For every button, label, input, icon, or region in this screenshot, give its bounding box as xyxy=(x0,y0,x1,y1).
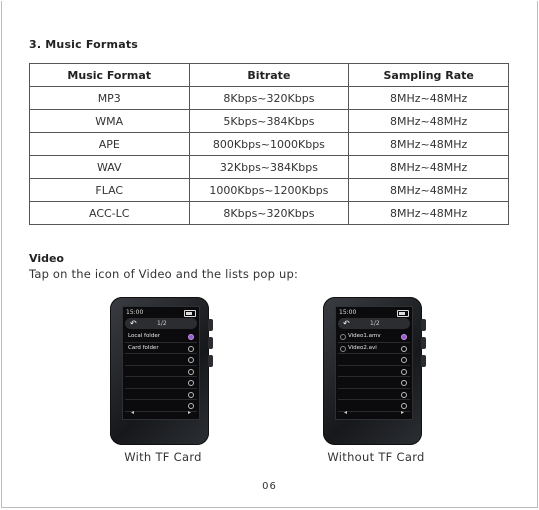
side-button xyxy=(421,337,426,349)
sampling-cell: 8MHz~48MHz xyxy=(349,156,509,179)
table-header-row xyxy=(30,64,509,87)
radio-icon xyxy=(188,369,194,375)
table-row xyxy=(30,87,509,110)
caption-with-tf-card: With TF Card xyxy=(124,450,202,464)
list-item[interactable] xyxy=(125,331,197,343)
sampling-cell: 8MHz~48MHz xyxy=(349,133,509,156)
arrow-left-icon[interactable]: ◂ xyxy=(344,409,348,416)
bitrate-cell: 8Kbps~320Kbps xyxy=(189,87,349,110)
page-indicator: 1/2 xyxy=(370,320,380,327)
arrow-right-icon[interactable]: ▸ xyxy=(400,409,404,416)
header-sampling-rate: Sampling Rate xyxy=(349,64,509,87)
side-button xyxy=(208,319,213,331)
radio-icon xyxy=(401,380,407,386)
format-cell: WMA xyxy=(30,110,190,133)
select-circle-icon[interactable] xyxy=(340,334,346,340)
device-screen xyxy=(335,306,413,420)
list-item-empty xyxy=(338,366,410,378)
list-item-empty xyxy=(338,389,410,401)
back-arrow-icon[interactable]: ↶ xyxy=(130,319,137,328)
page-indicator: 1/2 xyxy=(157,320,167,327)
nav-bar xyxy=(125,318,197,329)
video-list xyxy=(338,331,410,412)
list-item[interactable] xyxy=(338,331,410,343)
list-item-empty xyxy=(338,377,410,389)
format-cell: WAV xyxy=(30,156,190,179)
pager-arrows xyxy=(338,408,410,417)
list-item-empty xyxy=(338,354,410,366)
sampling-cell: 8MHz~48MHz xyxy=(349,179,509,202)
radio-icon[interactable] xyxy=(401,346,407,352)
select-circle-icon[interactable] xyxy=(340,346,346,352)
radio-icon xyxy=(188,380,194,386)
caption-without-tf-card: Without TF Card xyxy=(327,450,425,464)
video-description: Tap on the icon of Video and the lists pop up: xyxy=(29,267,299,281)
battery-icon xyxy=(184,310,196,317)
list-item-empty xyxy=(125,366,197,378)
list-item[interactable] xyxy=(125,343,197,355)
table-row xyxy=(30,202,509,225)
device-screen xyxy=(122,306,200,420)
music-formats-table xyxy=(29,63,509,225)
bitrate-cell: 8Kbps~320Kbps xyxy=(189,202,349,225)
radio-selected-icon[interactable] xyxy=(188,334,194,340)
battery-icon xyxy=(397,310,409,317)
format-cell: APE xyxy=(30,133,190,156)
list-item-empty xyxy=(125,389,197,401)
format-cell: FLAC xyxy=(30,179,190,202)
section-title: 3. Music Formats xyxy=(29,38,139,51)
side-button xyxy=(421,319,426,331)
sampling-cell: 8MHz~48MHz xyxy=(349,87,509,110)
table-row xyxy=(30,156,509,179)
nav-bar xyxy=(338,318,410,329)
table-row xyxy=(30,133,509,156)
sampling-cell: 8MHz~48MHz xyxy=(349,202,509,225)
list-item-label: Video2.avi xyxy=(348,344,377,351)
sampling-cell: 8MHz~48MHz xyxy=(349,110,509,133)
bitrate-cell: 1000Kbps~1200Kbps xyxy=(189,179,349,202)
side-button xyxy=(421,355,426,367)
radio-icon xyxy=(188,357,194,363)
radio-icon xyxy=(401,357,407,363)
list-item-label: Local folder xyxy=(128,333,160,339)
status-time: 15:00 xyxy=(339,309,357,316)
player-device-without-tf-card xyxy=(323,297,422,445)
radio-icon xyxy=(401,369,407,375)
header-music-format: Music Format xyxy=(30,64,190,87)
list-item[interactable] xyxy=(338,343,410,355)
list-item-label: Video1.amv xyxy=(348,333,381,339)
status-bar xyxy=(339,309,409,317)
arrow-right-icon[interactable]: ▸ xyxy=(187,409,191,416)
side-button xyxy=(208,355,213,367)
player-device-with-tf-card xyxy=(110,297,209,445)
page-number: 06 xyxy=(262,481,277,492)
folder-list xyxy=(125,331,197,412)
back-arrow-icon[interactable]: ↶ xyxy=(343,319,350,328)
list-item-label: Card folder xyxy=(128,344,159,351)
radio-icon xyxy=(401,392,407,398)
side-button xyxy=(208,337,213,349)
video-title: Video xyxy=(29,252,64,265)
status-time: 15:00 xyxy=(126,309,144,316)
header-bitrate: Bitrate xyxy=(189,64,349,87)
radio-icon[interactable] xyxy=(188,346,194,352)
format-cell: MP3 xyxy=(30,87,190,110)
table-row xyxy=(30,179,509,202)
bitrate-cell: 800Kbps~1000Kbps xyxy=(189,133,349,156)
radio-selected-icon[interactable] xyxy=(401,334,407,340)
list-item-empty xyxy=(125,354,197,366)
list-item-empty xyxy=(125,377,197,389)
radio-icon xyxy=(188,392,194,398)
arrow-left-icon[interactable]: ◂ xyxy=(131,409,135,416)
format-cell: ACC-LC xyxy=(30,202,190,225)
table-row xyxy=(30,110,509,133)
status-bar xyxy=(126,309,196,317)
bitrate-cell: 5Kbps~384Kbps xyxy=(189,110,349,133)
bitrate-cell: 32Kbps~384Kbps xyxy=(189,156,349,179)
pager-arrows xyxy=(125,408,197,417)
